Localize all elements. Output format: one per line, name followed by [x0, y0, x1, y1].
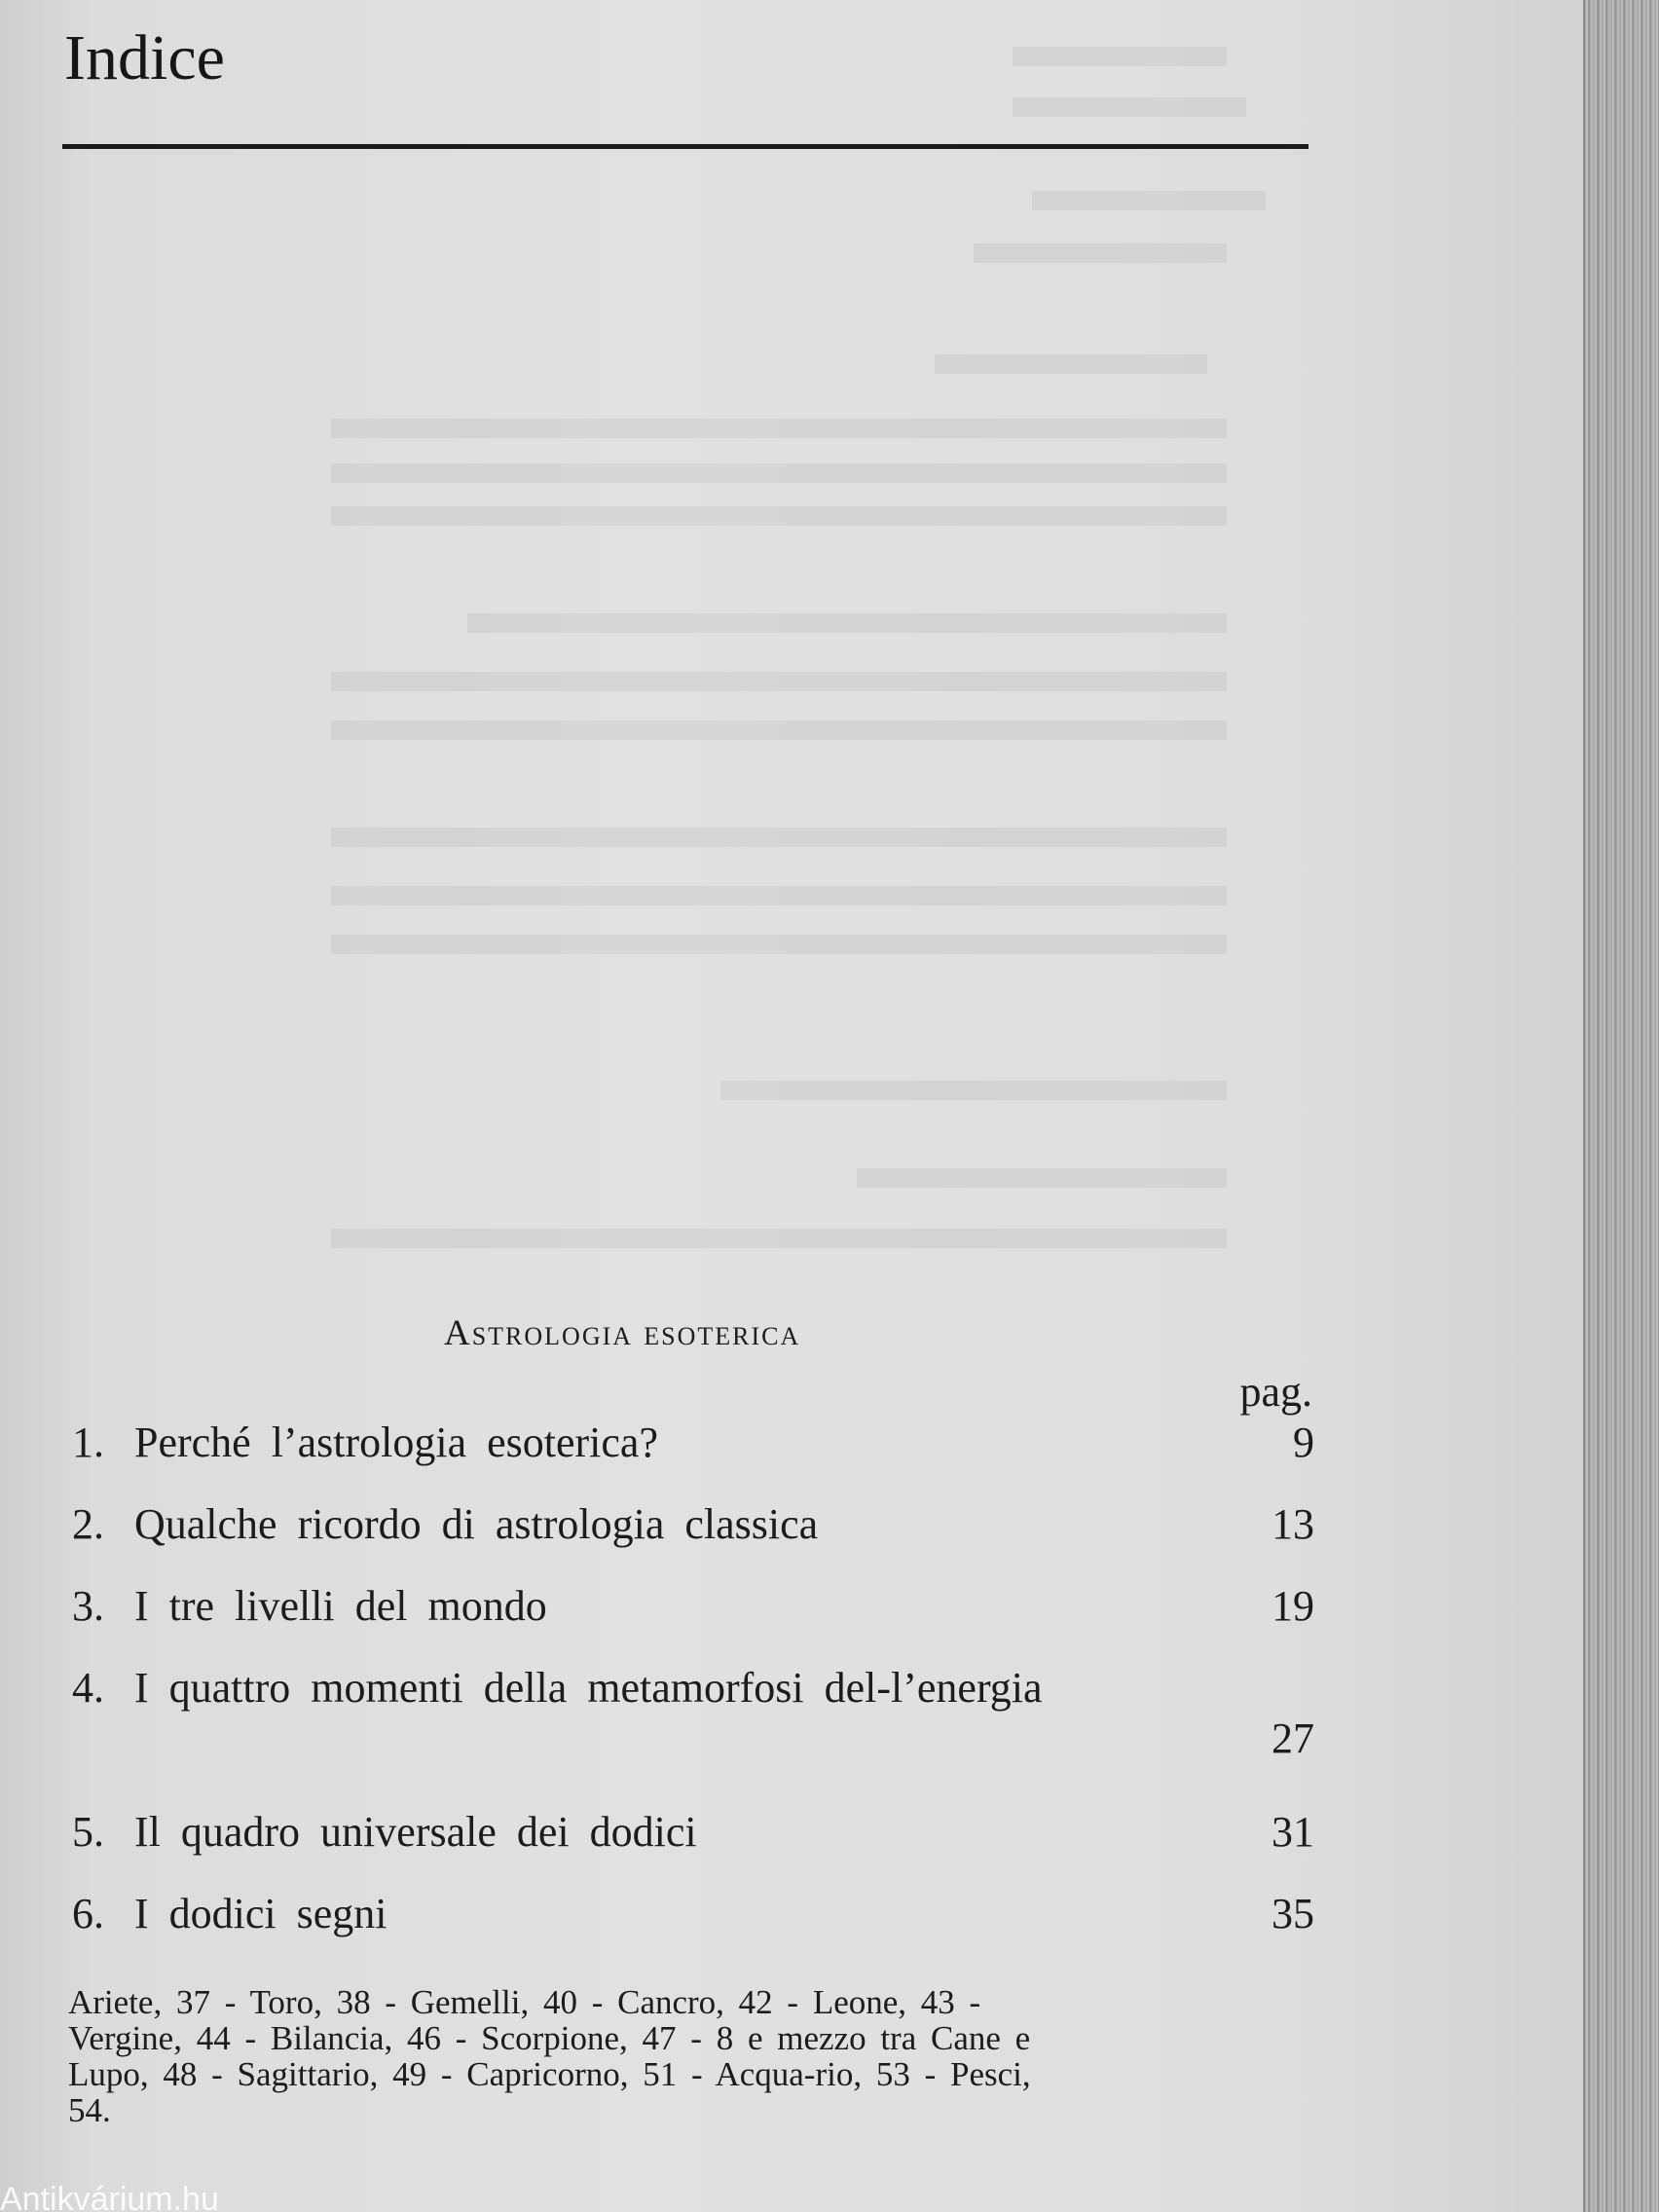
toc-entry [72, 1581, 1314, 1663]
toc-entry [72, 1499, 1314, 1581]
toc-entry [72, 1663, 1314, 1807]
section-heading: Astrologia esoterica [444, 1313, 801, 1353]
toc-entry [72, 1807, 1314, 1889]
toc-entry-number: 3. [72, 1582, 104, 1630]
toc-entry [72, 1418, 1314, 1499]
page-column-label: pag. [1239, 1368, 1312, 1416]
toc-entry-number: 6. [72, 1890, 104, 1937]
toc-entry-number: 5. [72, 1808, 104, 1856]
toc-entry [72, 1889, 1314, 1971]
toc-entry-number: 4. [72, 1664, 104, 1712]
toc-entry-title: I quattro momenti della metamorfosi del-l’energia [134, 1664, 1043, 1712]
table-of-contents [72, 1418, 1314, 1971]
toc-entry-title: I tre livelli del mondo [134, 1582, 547, 1630]
title-underline [62, 144, 1309, 149]
toc-subentries: Ariete, 37 - Toro, 38 - Gemelli, 40 - Cancro, 42 - Leone, 43 - Vergine, 44 - Bilancia, 46 - Scorpione, 47 - 8 e mezzo tra Cane e Lupo, 48 - Sagittario, 49 - Capricorno, 51 - Acqua-rio, 53 - Pesci, 54. [68, 1983, 1031, 2129]
toc-entry-page: 35 [1272, 1890, 1314, 1937]
toc-entry-title: Qualche ricordo di astrologia classica [134, 1500, 819, 1548]
page-stack-edge [1585, 0, 1659, 2212]
toc-entry-number: 2. [72, 1500, 104, 1548]
toc-entry-page: 13 [1272, 1500, 1314, 1548]
toc-entry-number: 1. [72, 1419, 104, 1466]
watermark: Antikvárium.hu [0, 2181, 219, 2212]
toc-entry-page: 19 [1272, 1582, 1314, 1630]
page-title: Indice [64, 22, 225, 93]
toc-entry-page: 9 [1293, 1419, 1314, 1466]
toc-entry-page: 27 [1272, 1714, 1314, 1762]
toc-entry-title: Perché l’astrologia esoterica? [134, 1419, 658, 1466]
toc-entry-page: 31 [1272, 1808, 1314, 1856]
toc-entry-title: Il quadro universale dei dodici [134, 1808, 697, 1856]
toc-entry-title: I dodici segni [134, 1890, 387, 1937]
